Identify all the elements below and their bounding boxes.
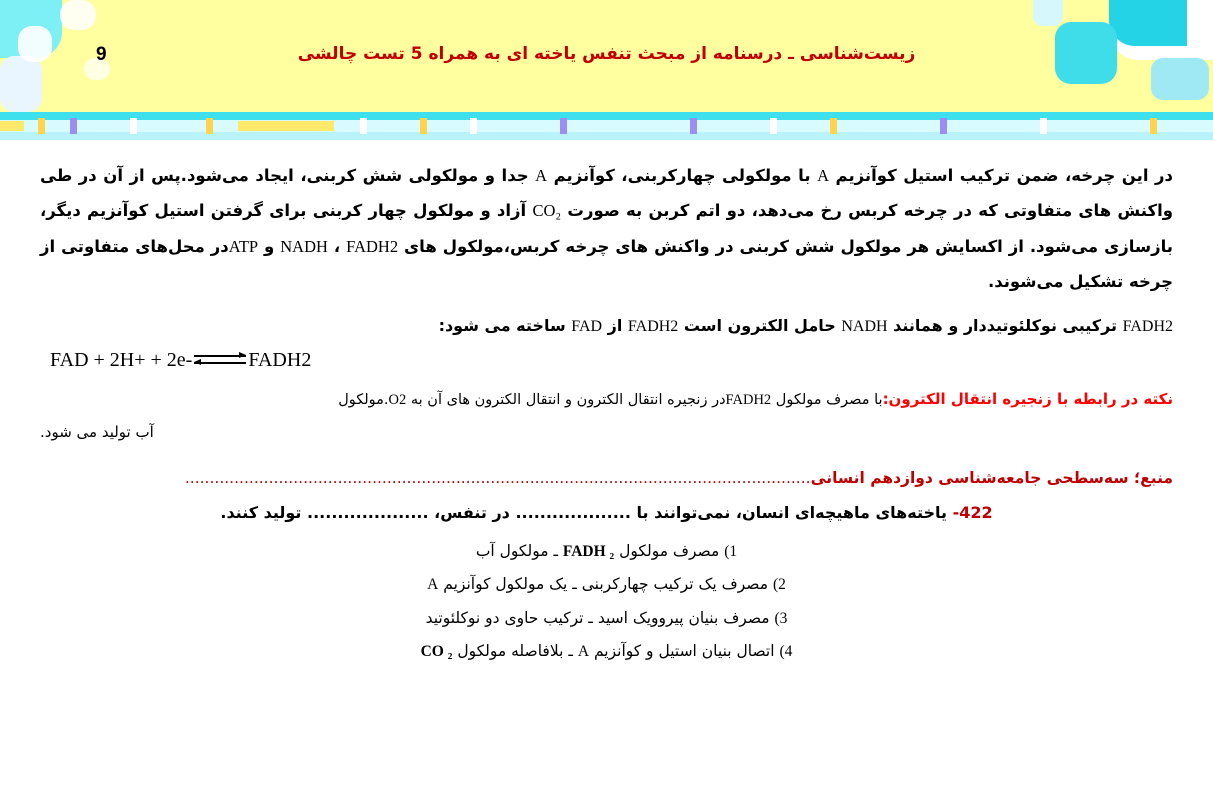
stripe-tick bbox=[690, 118, 697, 134]
document-content bbox=[0, 140, 1213, 668]
stripe-tick bbox=[470, 118, 477, 134]
text-segment: و bbox=[258, 236, 281, 256]
text-segment: ترکیبی نوکلئوتیددار و همانند bbox=[887, 315, 1118, 335]
option-number: 2) bbox=[772, 576, 786, 594]
term-atp: ATP bbox=[228, 236, 259, 256]
option-item[interactable] bbox=[40, 568, 1173, 601]
option-number: 4) bbox=[779, 642, 793, 660]
stripe-tick bbox=[360, 118, 367, 134]
chemical-equation bbox=[50, 349, 1173, 372]
source-reference bbox=[40, 469, 1173, 487]
equilibrium-arrows-icon bbox=[194, 354, 246, 368]
term-fadh2-note: FADH2 bbox=[725, 391, 772, 408]
text-segment: ، bbox=[327, 236, 347, 256]
answer-options-list bbox=[40, 535, 1173, 668]
option-text: مصرف مولکول bbox=[614, 541, 725, 560]
option-item[interactable] bbox=[40, 602, 1173, 635]
term-co2: CO₂ bbox=[532, 201, 562, 221]
term-fad: FAD bbox=[571, 317, 603, 335]
option-number: 3) bbox=[774, 609, 788, 627]
option-term: A bbox=[577, 642, 590, 660]
term-nadh: NADH bbox=[280, 236, 328, 256]
stripe-tick bbox=[770, 118, 777, 134]
equation-reactants: FAD + 2H+ + 2e- bbox=[50, 348, 193, 371]
text-segment: در زنجیره انتقال الکترون و انتقال الکترون های آن به bbox=[406, 391, 726, 408]
stripe-tick bbox=[206, 118, 213, 134]
page-title: زیست‌شناسی ـ درسنامه از مبحث تنفس یاخته ای به همراه 5 تست چالشی bbox=[297, 44, 916, 64]
option-term-2: CO ₂ bbox=[420, 642, 453, 660]
term-fadh2-2: FADH2 bbox=[627, 317, 679, 335]
stripe-tick bbox=[130, 118, 137, 134]
option-item[interactable] bbox=[40, 635, 1173, 668]
stripe-tick bbox=[830, 118, 837, 134]
note-tail: آب تولید می شود. bbox=[40, 422, 154, 441]
question-text: یاخته‌های ماهیچه‌ای انسان، نمی‌توانند با ................... در تنفس، .................... تولید کنند. bbox=[220, 502, 948, 522]
question-number: 422- bbox=[952, 502, 993, 522]
header-decor-shape bbox=[0, 56, 42, 112]
term-fadh2-lead: FADH2 bbox=[1122, 317, 1173, 335]
stripe-top bbox=[0, 112, 1213, 120]
source-dots: ............................................................................................................................... bbox=[184, 468, 811, 487]
text-segment: آزاد و مولکول چهار کربنی برای گرفتن استیل کوآنزیم دیگر، بازسازی می‌شود. از اکسایش هر مولکول شش کربنی در واکنش های چرخه کربس،مولکول های bbox=[40, 201, 1174, 256]
stripe-tick bbox=[70, 118, 77, 134]
text-segment: در این چرخه، ضمن ترکیب استیل کوآنزیم bbox=[828, 166, 1173, 185]
option-term: A bbox=[427, 576, 439, 594]
term-coenzyme-a-1: A bbox=[817, 166, 829, 185]
option-text: اتصال بنیان استیل و کوآنزیم bbox=[589, 641, 780, 660]
text-segment: از bbox=[602, 315, 628, 335]
term-fadh2: FADH2 bbox=[346, 236, 399, 256]
text-segment: جدا و مولکولی شش کربنی، ایجاد می‌شود.پس از آن در طی واکنش های متفاوتی که در چرخه کربس رخ می‌دهد، دو اتم کربن به صورت bbox=[40, 166, 1174, 221]
option-text-2: ـ مولکول آب bbox=[475, 541, 563, 560]
option-text: مصرف یک ترکیب چهارکربنی ـ یک مولکول کوآنزیم bbox=[438, 575, 773, 594]
option-text-2: ـ بلافاصله مولکول bbox=[452, 641, 578, 660]
option-number: 1) bbox=[724, 542, 738, 560]
text-segment: با مصرف مولکول bbox=[771, 391, 883, 408]
term-o2: O2 bbox=[388, 391, 407, 408]
stripe-tick bbox=[1150, 118, 1157, 134]
header-decor-shape bbox=[1109, 0, 1187, 46]
question-422 bbox=[40, 497, 1173, 529]
source-label: منبع؛ سه‌سطحی جامعه‌شناسی دوازدهم انسانی bbox=[810, 468, 1173, 487]
paragraph-krebs-cycle bbox=[40, 158, 1173, 300]
page-number: 9 bbox=[96, 44, 107, 65]
note-electron-transport-chain bbox=[40, 384, 1173, 447]
header-decor-shape bbox=[60, 0, 96, 30]
stripe-tick bbox=[38, 118, 45, 134]
note-title: نکته در رابطه با زنجیره انتقال الکترون: bbox=[882, 389, 1173, 408]
stripe-bottom bbox=[0, 132, 1213, 140]
stripe-block bbox=[238, 121, 334, 131]
header-decor-shape bbox=[1033, 0, 1063, 26]
option-term: FADH ₂ bbox=[562, 542, 615, 560]
stripe-tick bbox=[560, 118, 567, 134]
term-nadh-2: NADH bbox=[841, 317, 888, 335]
text-segment: حامل الکترون است bbox=[678, 315, 842, 335]
text-segment: با مولکولی چهارکربنی، کوآنزیم bbox=[547, 166, 818, 185]
option-text: مصرف بنیان پیروویک اسید ـ ترکیب حاوی دو نوکلئوتید bbox=[425, 608, 775, 627]
stripe-tick bbox=[1040, 118, 1047, 134]
option-item[interactable] bbox=[40, 535, 1173, 568]
text-segment: .مولکول bbox=[338, 391, 389, 408]
stripe-mid bbox=[0, 120, 1213, 132]
decorative-stripe-band bbox=[0, 112, 1213, 140]
term-coenzyme-a-2: A bbox=[535, 166, 548, 185]
text-segment: در محل‌های متفاوتی از چرخه تشکیل می‌شوند. bbox=[40, 236, 1173, 292]
stripe-tick bbox=[940, 118, 947, 134]
equation-products: FADH2 bbox=[248, 348, 312, 371]
page-header bbox=[0, 0, 1213, 112]
header-decor-shape bbox=[1151, 58, 1209, 100]
stripe-block bbox=[0, 121, 18, 131]
paragraph-fadh2-definition bbox=[40, 310, 1173, 343]
stripe-tick bbox=[420, 118, 427, 134]
text-segment: ساخته می شود: bbox=[438, 315, 572, 335]
